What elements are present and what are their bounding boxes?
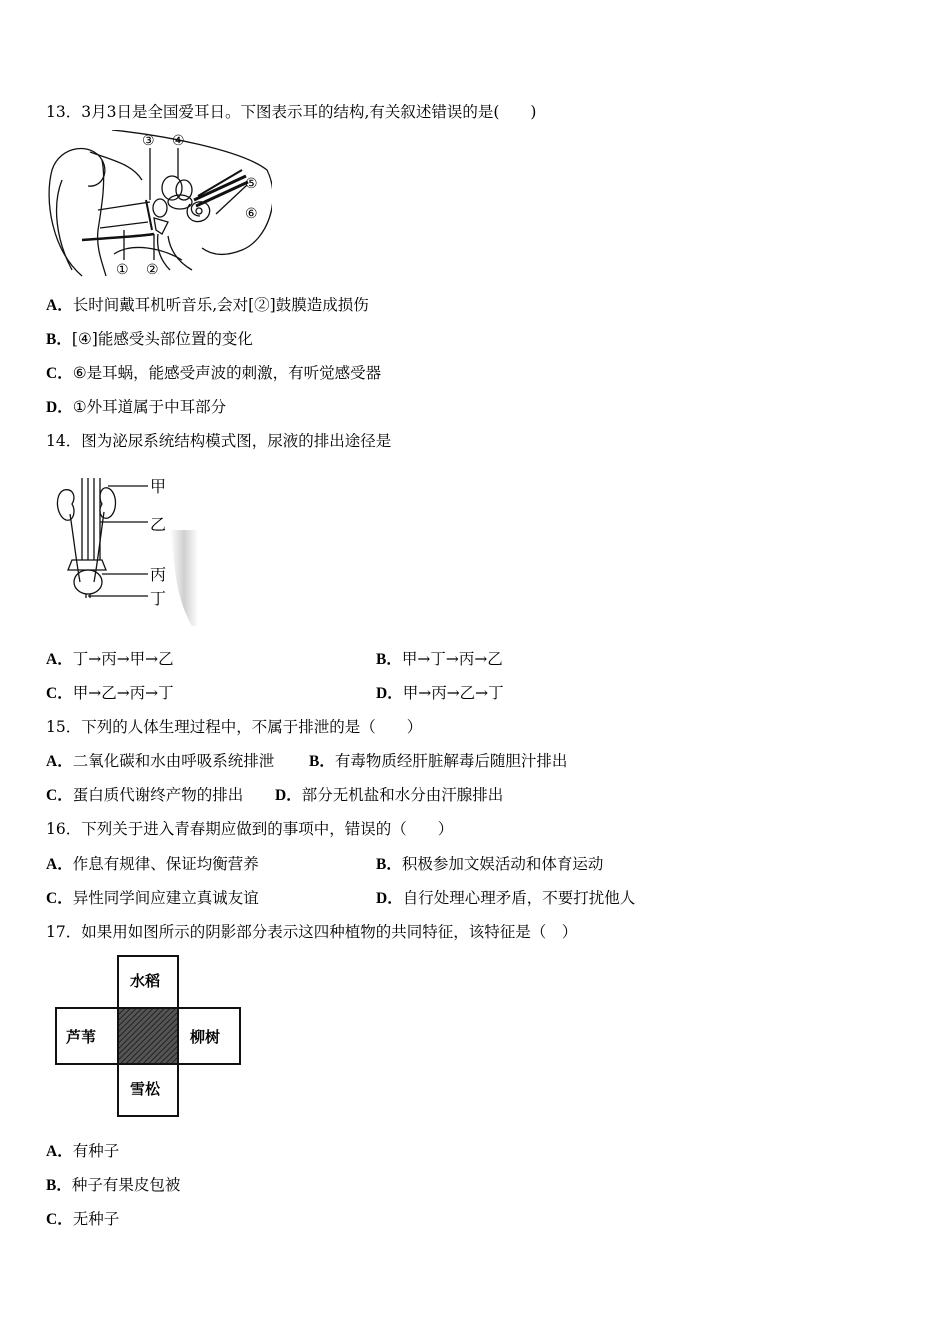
- ear-label-1: ①: [116, 262, 129, 278]
- q14-option-b[interactable]: B．甲→丁→丙→乙: [376, 650, 503, 668]
- q13-option-a[interactable]: A．长时间戴耳机听音乐,会对[②]鼓膜造成损伤: [46, 296, 369, 314]
- ear-structure-figure: [42, 130, 272, 280]
- q14-option-c[interactable]: C．甲→乙→丙→丁: [46, 684, 174, 702]
- shared-feature-shaded-area: [118, 1008, 178, 1064]
- q13-option-c[interactable]: C．⑥是耳蜗，能感受声波的刺激，有听觉感受器: [46, 364, 382, 382]
- q16-option-b[interactable]: B．积极参加文娱活动和体育运动: [376, 855, 604, 873]
- q17-option-b[interactable]: B．种子有果皮包被: [46, 1176, 181, 1194]
- q16-stem: 16．下列关于进入青春期应做到的事项中，错误的（ ）: [46, 820, 454, 838]
- q15-option-c[interactable]: C．蛋白质代谢终产物的排出: [46, 786, 244, 804]
- plant-label-willow: 柳树: [190, 1028, 221, 1046]
- ear-label-6: ⑥: [245, 206, 258, 222]
- q15-option-b[interactable]: B．有毒物质经肝脏解毒后随胆汁排出: [309, 752, 568, 770]
- q16-option-a[interactable]: A．作息有规律、保证均衡营养: [46, 855, 259, 873]
- q17-stem: 17．如果用如图所示的阴影部分表示这四种植物的共同特征，该特征是（ ）: [46, 923, 578, 941]
- q14-option-d[interactable]: D．甲→丙→乙→丁: [376, 684, 504, 702]
- plant-cross-figure: [54, 954, 244, 1118]
- q17-option-a[interactable]: A．有种子: [46, 1142, 120, 1160]
- q15-option-a[interactable]: A．二氧化碳和水由呼吸系统排泄: [46, 752, 275, 770]
- urinary-label-ding: 丁: [150, 589, 167, 608]
- urinary-label-yi: 乙: [150, 515, 167, 534]
- q16-option-c[interactable]: C．异性同学间应建立真诚友谊: [46, 889, 259, 907]
- urinary-system-figure: [52, 470, 198, 630]
- q13-option-d[interactable]: D．①外耳道属于中耳部分: [46, 398, 227, 416]
- q17-option-c[interactable]: C．无种子: [46, 1210, 120, 1228]
- q13-option-b[interactable]: B．[④]能感受头部位置的变化: [46, 330, 253, 348]
- ear-label-5: ⑤: [245, 176, 258, 192]
- q14-stem: 14．图为泌尿系统结构模式图，尿液的排出途径是: [46, 432, 392, 450]
- q14-option-a[interactable]: A．丁→丙→甲→乙: [46, 650, 174, 668]
- q15-stem: 15．下列的人体生理过程中，不属于排泄的是（ ）: [46, 718, 423, 736]
- ear-label-2: ②: [146, 262, 159, 278]
- ear-label-3: ③: [142, 133, 155, 149]
- q15-option-d[interactable]: D．部分无机盐和水分由汗腺排出: [275, 786, 504, 804]
- plant-label-reed: 芦苇: [66, 1028, 97, 1046]
- urinary-label-bing: 丙: [150, 565, 167, 584]
- ear-label-4: ④: [172, 133, 185, 149]
- plant-label-rice: 水稻: [130, 972, 161, 990]
- q13-stem: 13．3月3日是全国爱耳日。下图表示耳的结构,有关叙述错误的是( ): [46, 103, 537, 121]
- q16-option-d[interactable]: D．自行处理心理矛盾，不要打扰他人: [376, 889, 636, 907]
- plant-label-cedar: 雪松: [130, 1080, 161, 1098]
- urinary-label-jia: 甲: [150, 477, 167, 496]
